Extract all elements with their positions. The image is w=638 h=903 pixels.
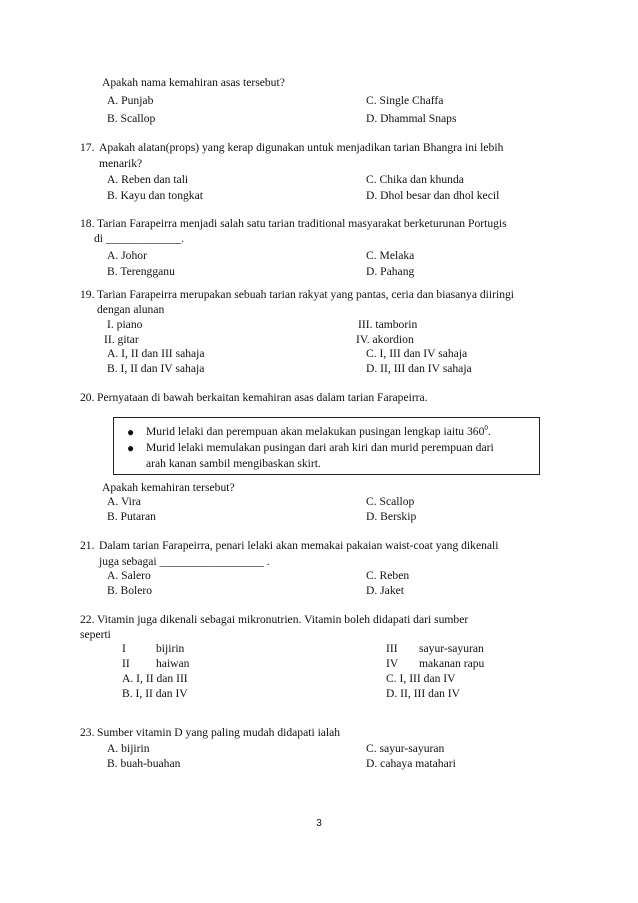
q22-item-i-text: bijirin [156,642,185,655]
q19-item-ii: II. gitar [104,333,139,346]
bullet-icon: ● [127,425,135,439]
q21-option-a: A. Salero [107,569,151,582]
q19-stem-line1: Tarian Farapeirra merupakan sebuah tarian rakyat yang pantas, ceria dan biasanya diiringi [97,288,515,301]
q19-option-a: A. I, II dan III sahaja [107,347,205,360]
q23-option-b: B. buah-buahan [107,757,181,770]
q22-item-ii-num: II [122,657,130,670]
q17-stem-line2: menarik? [99,157,143,170]
page-number: 3 [316,818,322,829]
q22-number: 22. [80,613,95,626]
q21-number: 21. [80,539,95,552]
q22-stem-line1: Vitamin juga dikenali sebagai mikronutrien. Vitamin boleh didapati dari sumber [97,613,469,626]
q22-item-i-num: I [122,642,126,655]
q18-stem-line2: di _____________. [94,232,185,245]
q18-option-d: D. Pahang [366,265,415,278]
q17-option-d: D. Dhol besar dan dhol kecil [366,189,500,202]
q18-stem-line1: Tarian Farapeirra menjadi salah satu tarian traditional masyarakat berketurunan Portugis [97,217,507,230]
q19-option-c: C. I, III dan IV sahaja [366,347,468,360]
q18-option-b: B. Terengganu [107,265,175,278]
q21-option-b: B. Bolero [107,584,153,597]
q18-option-c: C. Melaka [366,249,415,262]
q23-stem: Sumber vitamin D yang paling mudah didapati ialah [97,726,341,739]
q19-item-iv: IV. akordion [356,333,414,346]
q20-stem: Pernyataan di bawah berkaitan kemahiran asas dalam tarian Farapeirra. [97,391,428,404]
q17-option-a: A. Reben dan tali [107,173,189,186]
q21-option-c: C. Reben [366,569,410,582]
q16-stem: Apakah nama kemahiran asas tersebut? [102,76,285,89]
q22-option-c: C. I, III dan IV [386,672,456,685]
q16-option-c: C. Single Chaffa [366,94,444,107]
q23-option-d: D. cahaya matahari [366,757,456,770]
q23-option-c: C. sayur-sayuran [366,742,445,755]
q19-stem-line2: dengan alunan [97,303,165,316]
q20-option-a: A. Vira [107,495,141,508]
q19-item-i: I. piano [107,318,143,331]
q22-item-iv-text: makanan rapu [419,657,485,670]
q20-option-c: C. Scallop [366,495,415,508]
q19-option-b: B. I, II dan IV sahaja [107,362,205,375]
q21-option-d: D. Jaket [366,584,404,597]
degree-superscript: 0 [484,424,488,432]
q17-number: 17. [80,141,95,154]
q22-stem-line2: seperti [80,628,111,641]
q19-number: 19. [80,288,95,301]
q23-number: 23. [80,726,95,739]
q20-option-d: D. Berskip [366,510,417,523]
q16-option-b: B. Scallop [107,112,156,125]
q17-option-b: B. Kayu dan tongkat [107,189,203,202]
q20-bullet2-line2: arah kanan sambil mengibaskan skirt. [146,457,321,470]
q19-item-iii: III. tamborin [358,318,418,331]
q20-number: 20. [80,391,95,404]
q22-item-iv-num: IV [386,657,399,670]
q22-option-b: B. I, II dan IV [122,687,188,700]
q18-option-a: A. Johor [107,249,147,262]
q18-number: 18. [80,217,95,230]
q22-option-d: D. II, III dan IV [386,687,461,700]
q22-item-iii-num: III [386,642,398,655]
q19-option-d: D. II, III dan IV sahaja [366,362,472,375]
q22-item-iii-text: sayur-sayuran [419,642,484,655]
q20-question: Apakah kemahiran tersebut? [102,481,235,494]
bullet-icon: ● [127,441,135,455]
q17-option-c: C. Chika dan khunda [366,173,464,186]
q22-item-ii-text: haiwan [156,657,190,670]
q22-option-a: A. I, II dan III [122,672,188,685]
q20-bullet1: Murid lelaki dan perempuan akan melakukan pusingan lengkap iaitu $360^0$. [146,424,491,438]
q17-stem-line1: Apakah alatan(props) yang kerap digunakan untuk menjadikan tarian Bhangra ini lebih [99,141,504,154]
q20-bullet2-line1: Murid lelaki memulakan pusingan dari arah kiri dan murid perempuan dari [146,441,494,454]
q20-option-b: B. Putaran [107,510,156,523]
q16-option-a: A. Punjab [107,94,154,107]
q16-option-d: D. Dhammal Snaps [366,112,457,125]
q21-stem-line1: Dalam tarian Farapeirra, penari lelaki akan memakai pakaian waist-coat yang dikenali [99,539,499,552]
q21-stem-line2: juga sebagai __________________ . [99,555,270,568]
q23-option-a: A. bijirin [107,742,150,755]
